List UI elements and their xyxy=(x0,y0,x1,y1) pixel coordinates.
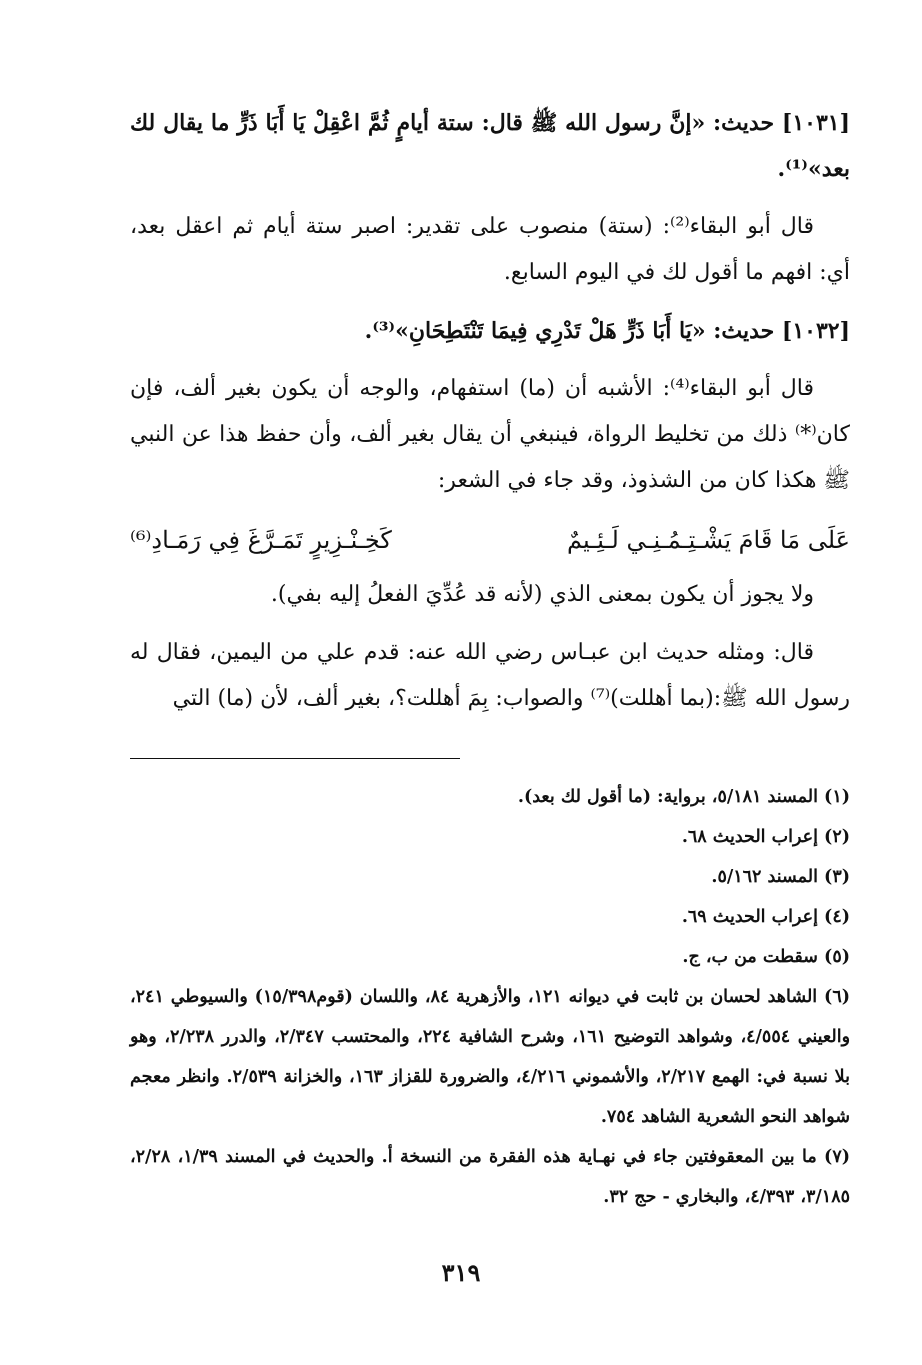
footnote-3: (٣) المسند ٥/١٦٢. xyxy=(711,867,850,887)
footnote-5: (٥) سقطت من ب، ج. xyxy=(682,947,850,967)
commentary-continuation: ولا يجوز أن يكون بمعنى الذي (لأنه قد عُدِّيَ الفعلُ إليه بفي). xyxy=(270,582,814,607)
footnote-4: (٤) إعراب الحديث ٦٩. xyxy=(681,907,850,927)
commentary-ibn-abbas: قال: ومثله حديث ابن عبـاس رضي الله عنه: قدم علي من اليمين، فقال له رسول الله ﷺ:(بما أهللت)⁽⁷⁾ والصواب: بِمَ أهللت؟، بغير ألف، لأن (ما) التي xyxy=(130,640,850,711)
verse-first-hemistich: عَلَى مَا قَامَ يَشْـتِـمُـنِـي لَـئِـيمٌ xyxy=(566,526,850,554)
commentary-1032: قال أبو البقاء⁽⁴⁾: الأشبه أن (ما) استفهام، والوجه أن يكون بغير ألف، فإن كان⁽*⁾ ذلك من تخليط الرواة، فينبغي أن يقال بغير ألف، وأن حفظ هذا عن النبي ﷺ هكذا كان من الشذوذ، وقد جاء في الشعر: xyxy=(130,376,850,493)
verse-second-hemistich: كَخِـنْـزِيرٍ تَمَـرَّغَ فِي رَمَـادِ⁽⁶⁾ xyxy=(130,526,392,554)
page-number: ٣١٩ xyxy=(441,1258,481,1287)
footnote-7: (٧) ما بين المعقوفتين جاء في نهـاية هذه الفقرة من النسخة أ. والحديث في المسند ١/٣٩، ٢/٢٨، ٣/١٨٥، ٤/٣٩٣، والبخاري - حج ٣٢. xyxy=(130,1147,850,1207)
footnote-1: (١) المسند ٥/١٨١، برواية: (ما أقول لك بعد). xyxy=(517,787,850,807)
hadith-1031: [١٠٣١] حديث: «إنَّ رسول الله ﷺ قال: ستة أيامٍ ثُمَّ اعْقِلْ يَا أَبَا ذَرٍّ ما يقال لك بعد»⁽¹⁾. xyxy=(130,110,850,182)
footnotes xyxy=(130,777,850,1217)
footnote-divider xyxy=(130,758,460,759)
hadith-1032: [١٠٣٢] حديث: «يَا أَبَا ذَرٍّ هَلْ تَدْرِي فِيمَا تَنْتَطِحَانِ»⁽³⁾. xyxy=(364,318,850,344)
footnote-2: (٢) إعراب الحديث ٦٨. xyxy=(681,827,850,847)
poetry-verse xyxy=(130,516,850,564)
footnote-6: (٦) الشاهد لحسان بن ثابت في ديوانه ١٢١، والأزهرية ٨٤، واللسان (قوم١٥/٣٩٨) والسيوطي ٢٤١، والعيني ٤/٥٥٤، وشواهد التوضيح ١٦١، وشرح الشافية ٢٢٤، والمحتسب ٢/٣٤٧، والدرر ٢/٢٣٨، وهو بلا نسبة في: الهمع ٢/٢١٧، والأشموني ٤/٢١٦، والضرورة للقزاز ١٦٣، والخزانة ٢/٥٣٩. وانظر معجم شواهد النحو الشعرية الشاهد ٧٥٤. xyxy=(130,987,851,1127)
commentary-1031: قال أبو البقاء⁽²⁾: (ستة) منصوب على تقدير: اصبر ستة أيام ثم اعقل بعد، أي: افهم ما أقول لك في اليوم السابع. xyxy=(130,214,850,285)
